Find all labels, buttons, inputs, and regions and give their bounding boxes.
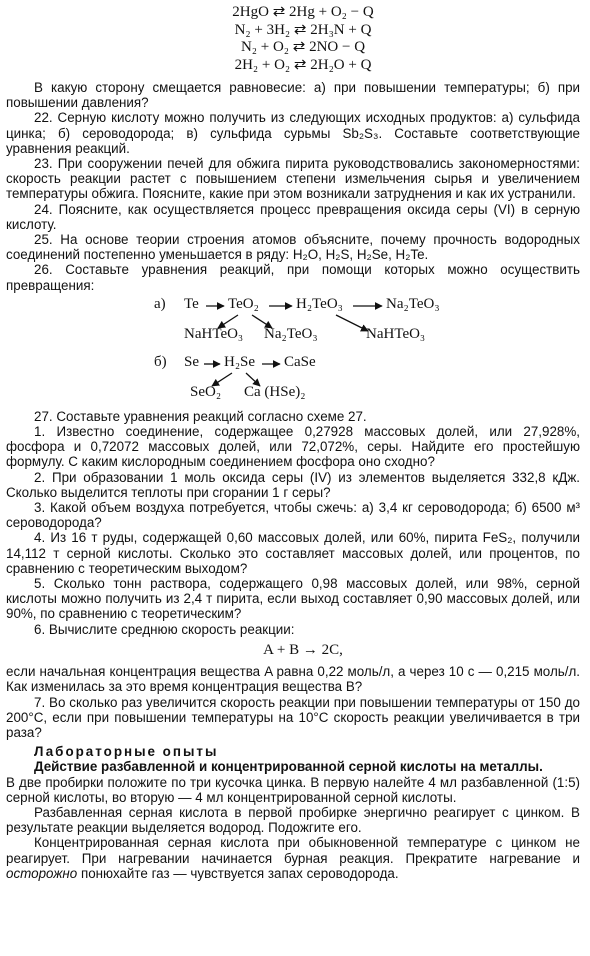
question-23: 23. При сооружении печей для обжига пирита руководствовались закономерностями: скорость реакции растет с повышением степени измельчения сырья и увеличением температуры обжига. Поясните, какие при этом возникали затруднения и как их устранили.: [6, 156, 580, 202]
scheme-b-ca-hse2: Ca (HSe)₂: [244, 383, 306, 400]
equilibrium-equations: [26, 4, 580, 74]
lab-experiment-heading: Действие разбавленной и концентрированной серной кислоты на металлы.: [34, 759, 543, 775]
scheme-a-label: а): [154, 295, 166, 312]
task-4: 4. Из 16 т руды, содержащей 0,60 массовых долей, или 60%, пирита FeS₂, получили 14,112 т серной кислоты. Сколько это составляет массовых долей, или процентов, по сравнению с теоретическим выходом?: [6, 530, 580, 576]
scheme-a-te: Te: [184, 295, 199, 312]
equation-line: 2H₂ + O₂ ⇄ 2H₂O + Q: [234, 56, 372, 73]
task-3: 3. Какой объем воздуха потребуется, чтобы сжечь: а) 3,4 кг сероводорода; б) 6500 м³ сероводорода?: [6, 500, 580, 531]
scheme-a-h2teo3: H₂TeO₃: [296, 295, 343, 312]
lab-paragraph-3: [6, 835, 580, 881]
task-1: 1. Известно соединение, содержащее 0,27928 массовых долей, или 27,928%, фосфора и 0,72072 массовых долей, или 72,072%, серы. Найдите его простейшую формулу. С каким кислородным соединением фосфора оно сходно?: [6, 424, 580, 470]
scheme-b-arrows: [6, 349, 580, 405]
arrow: [218, 315, 238, 328]
scheme-a-nahteo3-right: NaHTeO₃: [366, 325, 426, 342]
question-25: 25. На основе теории строения атомов объясните, почему прочность водородных соединений постепенно уменьшается в ряду: H₂O, H₂S, H₂Se, H₂Te.: [6, 232, 580, 263]
equation-line: N₂ + 3H₂ ⇄ 2H₃N + Q: [234, 21, 372, 38]
question-24: 24. Поясните, как осуществляется процесс превращения оксида серы (VI) в серную кислоту.: [6, 201, 580, 232]
lab-paragraph-3-start: Концентрированная серная кислота при обыкновенной температуре с цинком не реагирует. При нагревании начинается бурная реакция. Прекратите нагревание и: [6, 835, 580, 866]
task-7: 7. Во сколько раз увеличится скорость реакции при повышении температуры от 150 до 200°C, если при повышении температуры на 10°C скорость реакции увеличивается в три раза?: [6, 694, 580, 740]
lab-paragraph-3-emphasis: осторожно: [6, 865, 78, 881]
question-27: 27. Составьте уравнения реакций согласно схеме 27.: [34, 408, 367, 424]
scheme-a-arrows: [6, 293, 580, 349]
task-6-formula: A + B → 2C,: [263, 641, 343, 658]
transformation-schemes: [6, 293, 580, 405]
arrow: [212, 373, 232, 386]
lab-section-title: Лабораторные опыты: [34, 744, 219, 760]
lab-paragraph-2: Разбавленная серная кислота в первой пробирке энергично реагирует с цинком. В результате реакции выделяется водород. Подожгите его.: [6, 804, 580, 836]
arrow: [336, 315, 368, 331]
equation-line: 2HgO ⇄ 2Hg + O₂ − Q: [232, 4, 374, 20]
task-5: 5. Сколько тонн раствора, содержащего 0,98 массовых долей, или 98%, серной кислоты можно получить из 2,4 т пирита, если выход составляет 0,90 массовых долей, или 90%, по сравнению с теоретическим?: [6, 576, 580, 622]
lab-paragraph-3-end: понюхайте газ — чувствуется запах сероводорода.: [77, 865, 399, 881]
scheme-b-seo2: SeO₂: [190, 383, 222, 400]
scheme-a-na2teo3-mid: Na₂TeO₃: [264, 325, 318, 342]
scheme-a: [6, 293, 580, 349]
scheme-b: [6, 349, 580, 405]
scheme-a-na2teo3: Na₂TeO₃: [386, 295, 440, 312]
task-6: 6. Вычислите среднюю скорость реакции:: [34, 621, 295, 637]
scheme-b-label: б): [154, 353, 167, 370]
arrow: [246, 373, 260, 386]
lab-paragraph-1: В две пробирки положите по три кусочка цинка. В первую налейте 4 мл разбавленной (1:5) серной кислоты, во вторую — 4 мл концентрированной серной кислоты.: [6, 774, 580, 805]
scheme-a-nahteo3-left: NaHTeO₃: [184, 325, 244, 342]
task-2: 2. При образовании 1 моль оксида серы (IV) из элементов выделяется 332,8 кДж. Сколько выделится теплоты при сгорании 1 г серы?: [6, 469, 580, 500]
arrow: [252, 315, 272, 328]
question-21-tail: В какую сторону смещается равновесие: а) при повышении температуры; б) при повышении давления?: [6, 80, 580, 111]
scheme-a-teo2: TeO₂: [228, 295, 259, 312]
equation-line: N₂ + O₂ ⇄ 2NO − Q: [240, 39, 366, 55]
question-26: 26. Составьте уравнения реакций, при помощи которых можно осуществить превращения:: [6, 262, 580, 293]
task-6-tail: если начальная концентрация вещества A равна 0,22 моль/л, а через 10 с — 0,215 моль/л. Как изменилась за это время концентрация вещества B?: [6, 664, 580, 695]
scheme-b-h2se: H₂Se: [224, 353, 256, 370]
scheme-b-se: Se: [184, 353, 199, 370]
scheme-b-case: CaSe: [284, 353, 316, 370]
question-22: 22. Серную кислоту можно получить из следующих исходных продуктов: а) сульфида цинка; б) сероводорода; в) сульфида сурьмы Sb₂S₃. Составьте соответствующие уравнения реакций.: [6, 110, 580, 156]
